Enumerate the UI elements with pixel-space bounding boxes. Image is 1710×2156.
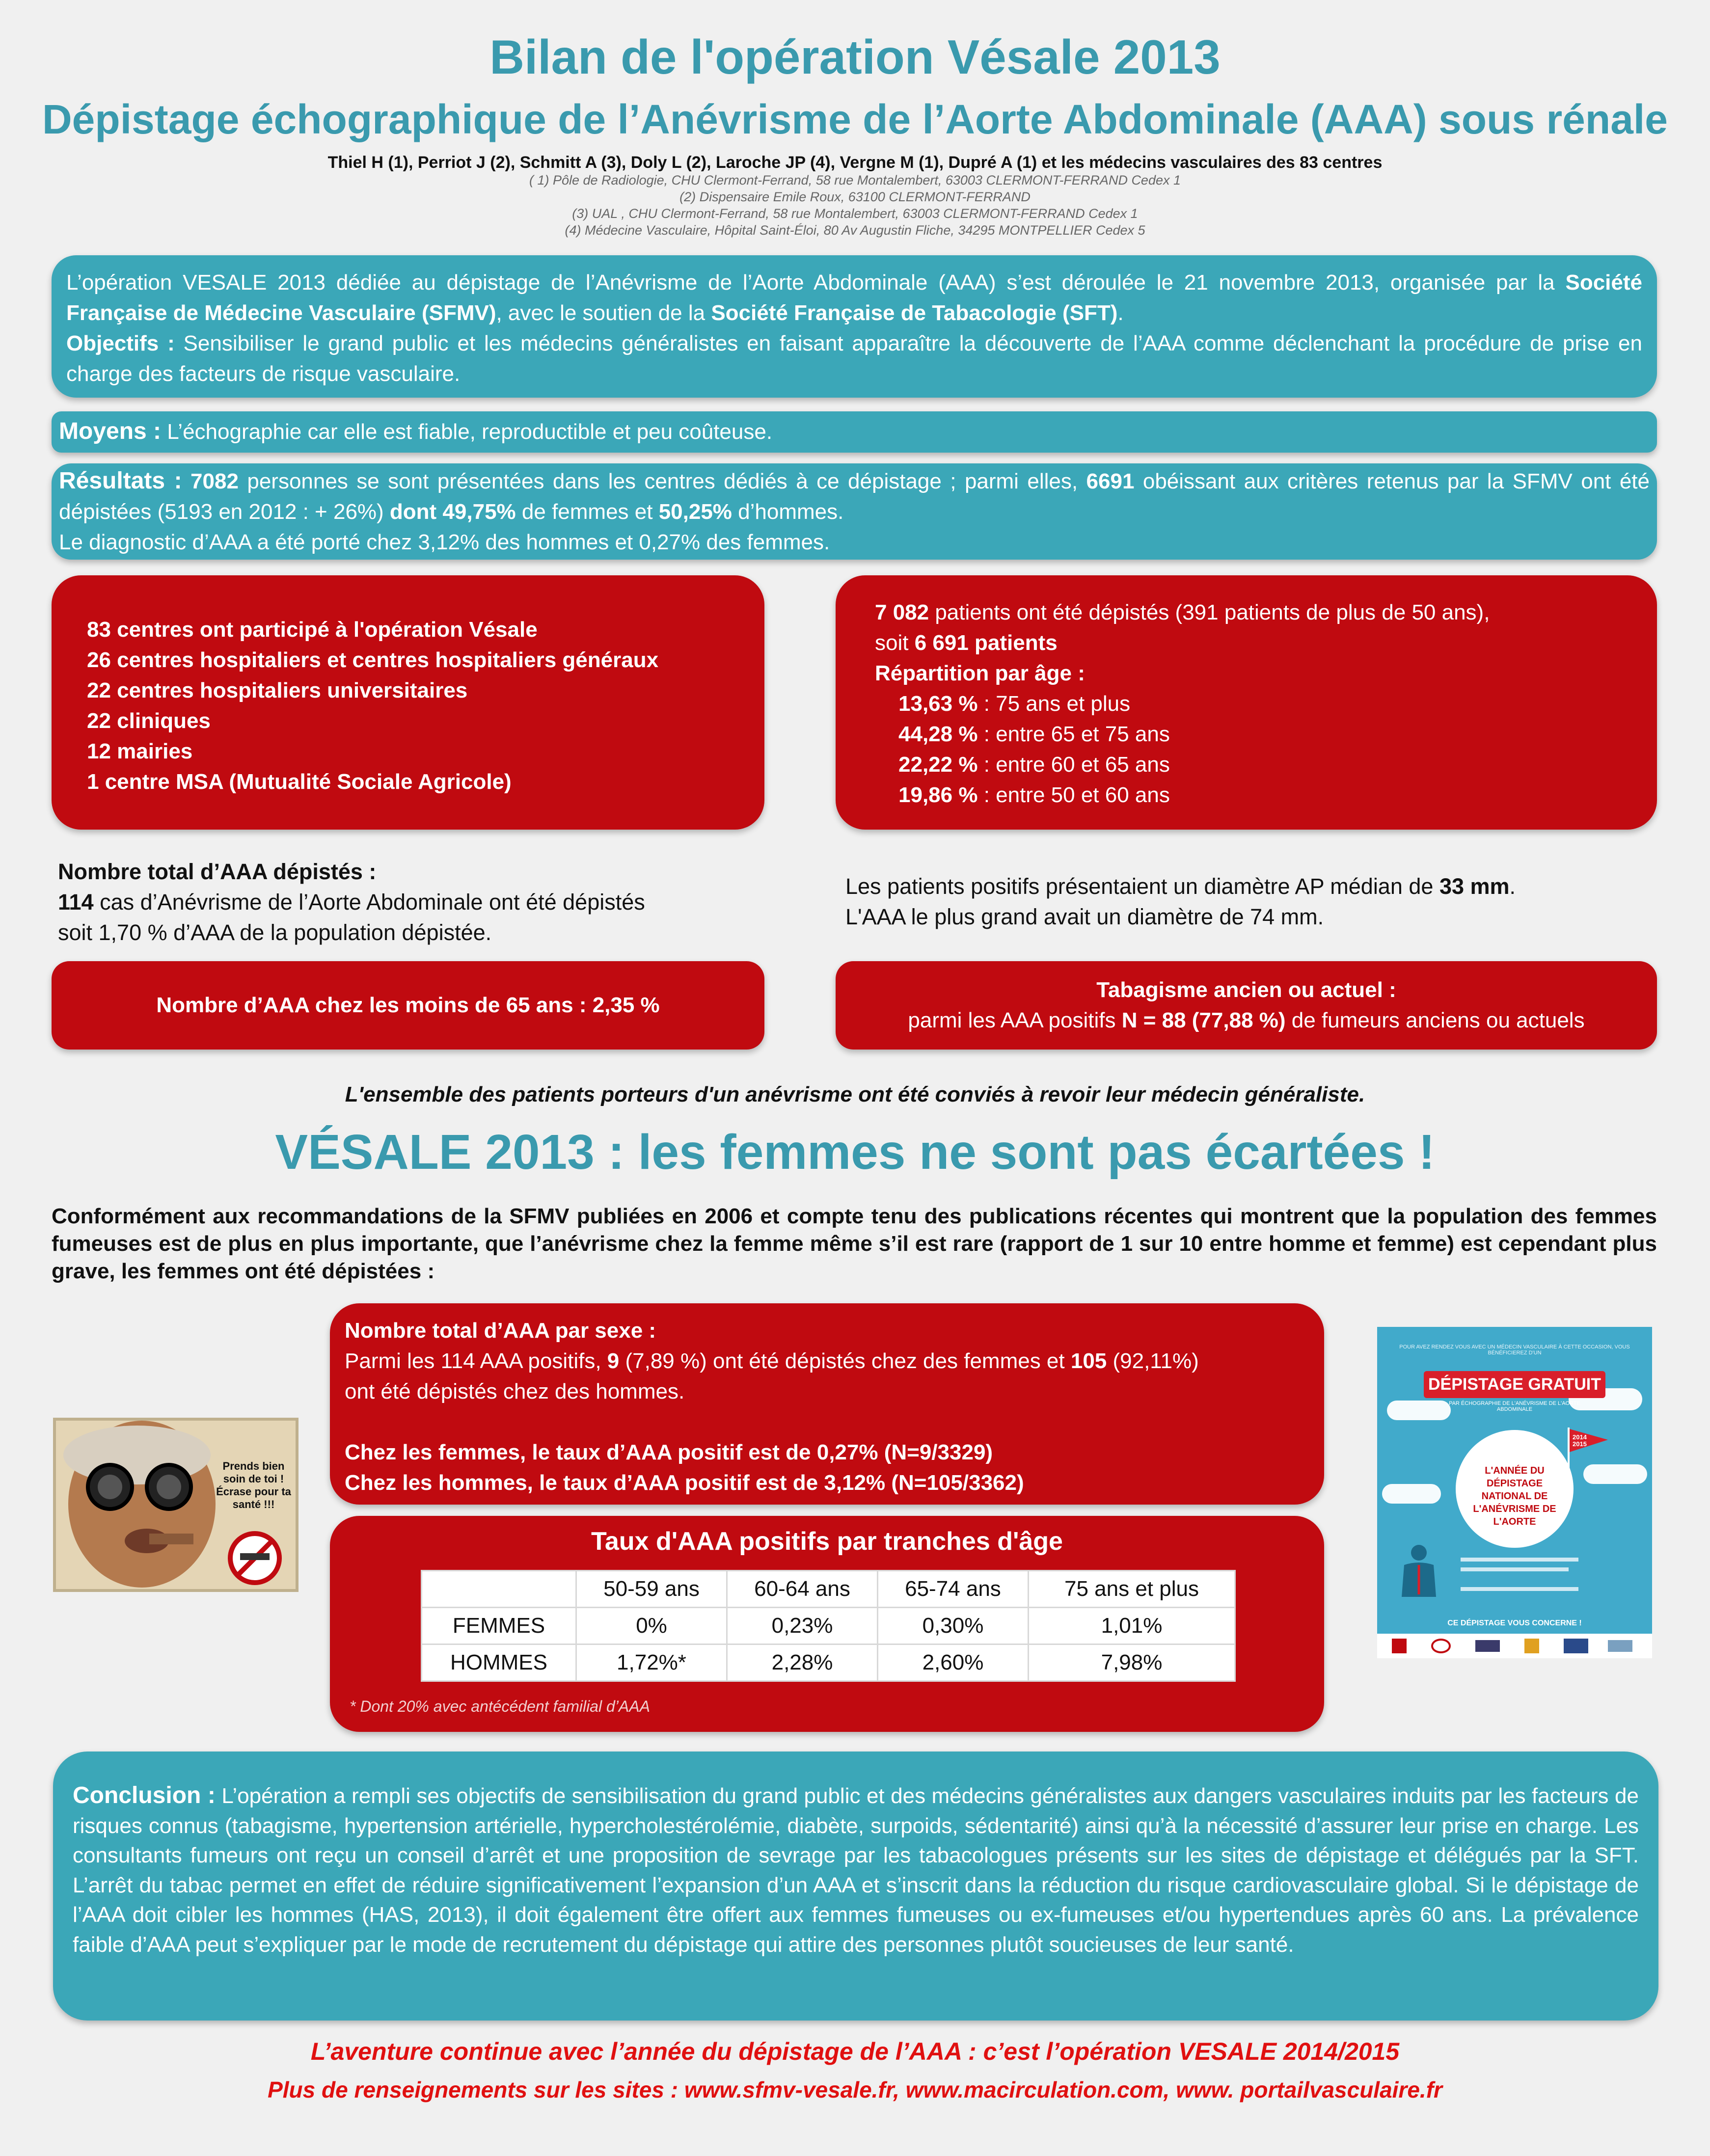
poster-subtitle: Dépistage échographique de l’Anévrisme de l’Aorte Abdominale (AAA) sous rénale: [42, 96, 1668, 142]
poster-circle: L'ANNÉE DU DÉPISTAGE NATIONAL DE L'ANÉVRISME DE L'AORTE: [1456, 1430, 1574, 1548]
poster-flag-text: 2014 2015: [1573, 1433, 1587, 1448]
logo-icon: [1475, 1640, 1500, 1652]
person-icon: [1392, 1543, 1446, 1597]
footer-line-1: L’aventure continue avec l’année du dépistage de l’AAA : c’est l’opération VESALE 2014/2015: [310, 2038, 1400, 2065]
moins65-box: Nombre d’AAA chez les moins de 65 ans : 2,35 %: [52, 961, 764, 1050]
centres-item: 83 centres ont participé à l'opération Vésale: [87, 618, 538, 642]
table-row: HOMMES 1,72%* 2,28% 2,60% 7,98%: [422, 1644, 1235, 1681]
centres-item: 22 centres hospitaliers universitaires: [87, 678, 468, 702]
femmes-intro: Conformément aux recommandations de la SFMV publiées en 2006 et compte tenu des publications récentes qui montrent que la population des femmes fumeuses est de plus en plus importante, que l’anévrisme chez la femme même s’il est rare (rapport de 1 sur 10 entre homme et femme) est cependant plus grave, les femmes ont été dépistées :: [52, 1204, 1657, 1283]
resultats-box: Résultats : 7082 personnes se sont présentées dans les centres dédiés à ce dépistage ; parmi elles, 6691 obéissant aux critères retenus par la SFMV ont été dépistées (5193 en 2012 : + 26%) dont 49,75% de femmes et 50,25% d’hommes. Le diagnostic d’AAA a été porté chez 3,12% des hommes et 0,27% des femmes.: [52, 463, 1657, 560]
poster-badge: DÉPISTAGE GRATUIT: [1424, 1371, 1605, 1398]
affiliation-2: (2) Dispensaire Emile Roux, 63100 CLERMONT-FERRAND: [679, 189, 1031, 204]
logo-icon: [1608, 1640, 1632, 1652]
age-table: [421, 1570, 1236, 1682]
footer-line-2: Plus de renseignements sur les sites : www.sfmv-vesale.fr, www.macirculation.com, www. portailvasculaire.fr: [268, 2077, 1442, 2102]
logo-icon: [1392, 1639, 1407, 1653]
centres-item: 1 centre MSA (Mutualité Sociale Agricole): [87, 770, 512, 794]
moyens-box: Moyens : L’échographie car elle est fiable, reproductible et peu coûteuse.: [52, 411, 1657, 453]
centres-item: 22 cliniques: [87, 709, 211, 733]
patients-box: 7 082 patients ont été dépistés (391 patients de plus de 50 ans), soit 6 691 patients Répartition par âge : 13,63 % : 75 ans et plus 44,28 % : entre 65 et 75 ans 22,22 % : entre 60 et 65 ans 19,86 % : entre 50 et 60 ans: [836, 575, 1657, 830]
sexe-box: Nombre total d’AAA par sexe : Parmi les 114 AAA positifs, 9 (7,89 %) ont été dépistés chez des femmes et 105 (92,11%) ont été dépistés chez des hommes. Chez les femmes, le taux d’AAA positif est de 0,27% (N=9/3329) Chez les hommes, le taux d’AAA positif est de 3,12% (N=105/3362): [330, 1303, 1324, 1505]
smoke-caption: Prends bien soin de toi ! Écrase pour ta santé !!!: [216, 1460, 291, 1510]
repartition-label: Répartition par âge :: [875, 661, 1085, 685]
authors: Thiel H (1), Perriot J (2), Schmitt A (3), Doly L (2), Laroche JP (4), Vergne M (1), Dupré A (1) et les médecins vasculaires des 83 centres: [327, 153, 1383, 172]
vesale-poster-thumbnail: [1377, 1327, 1652, 1658]
table-row: 50-59 ans 60-64 ans 65-74 ans 75 ans et plus: [422, 1571, 1235, 1608]
poster-title: Bilan de l'opération Vésale 2013: [489, 30, 1221, 84]
objectifs-label: Objectifs :: [66, 331, 175, 355]
total-aaa-block: Nombre total d’AAA dépistés : 114 cas d’Anévrisme de l’Aorte Abdominale ont été dépistés soit 1,70 % d’AAA de la population dépistée.: [58, 859, 645, 945]
centres-box: [52, 575, 764, 830]
logo-icon: [1564, 1639, 1588, 1653]
affiliation-1: ( 1) Pôle de Radiologie, CHU Clermont-Ferrand, 58 rue Montalembert, 63003 CLERMONT-FERRAND Cedex 1: [529, 173, 1181, 188]
tabac-box: Tabagisme ancien ou actuel : parmi les AAA positifs N = 88 (77,88 %) de fumeurs anciens ou actuels: [836, 961, 1657, 1050]
smoking-woman-image: [53, 1418, 299, 1592]
diametre-block: Les patients positifs présentaient un diamètre AP médian de 33 mm. L'AAA le plus grand avait un diamètre de 74 mm.: [845, 874, 1516, 929]
poster-top-text: POUR AVEZ RENDEZ VOUS AVEC UN MÉDECIN VASCULAIRE À CETTE OCCASION, VOUS BÉNÉFICIEREZ D'UN: [1399, 1344, 1630, 1356]
logo-icon: [1524, 1639, 1539, 1653]
table-footnote: * Dont 20% avec antécédent familial d’AAA: [350, 1698, 650, 1715]
logo-icon: [1431, 1639, 1451, 1653]
poster-sub: PAR ÉCHOGRAPHIE DE L'ANÉVRISME DE L'AORTE ABDOMINALE: [1449, 1401, 1580, 1412]
poster-bottom: CE DÉPISTAGE VOUS CONCERNE !: [1447, 1619, 1582, 1627]
ensemble-note: L'ensemble des patients porteurs d'un anévrisme ont été conviés à revoir leur médecin généraliste.: [345, 1082, 1365, 1106]
table-row: FEMMES 0% 0,23% 0,30% 1,01%: [422, 1608, 1235, 1644]
centres-item: 26 centres hospitaliers et centres hospitaliers généraux: [87, 648, 659, 672]
affiliation-3: (3) UAL , CHU Clermont-Ferrand, 58 rue Montalembert, 63003 CLERMONT-FERRAND Cedex 1: [572, 206, 1138, 221]
conclusion-box: Conclusion : L’opération a rempli ses objectifs de sensibilisation du grand public et des médecins généralistes aux dangers vasculaires induits par les facteurs de risques connus (tabagisme, hypertension artérielle, hypercholestérolémie, diabète, surpoids, sédentarité) ainsi qu’à la nécessité d’assurer leur prise en charge. Les consultants fumeurs ont reçu un conseil d’arrêt et une proposition de sevrage par les tabacologues présents sur les sites de dépistage et délégués par la SFT. L’arrêt du tabac permet en effet de réduire significativement l’expansion d’un AAA et s’inscrit dans la réduction du risque cardiovasculaire global. Si le dépistage de l’AAA doit cibler les hommes (HAS, 2013), il doit également être offert aux femmes fumeuses ou ex-fumeuses et/ou hypertendues après 60 ans. La prévalence faible d’AAA peut s’expliquer par le mode de recrutement du dépistage qui attire des personnes plutôt soucieuses de leur santé.: [53, 1752, 1658, 2021]
age-table-box: [330, 1516, 1324, 1732]
age-table-title: Taux d'AAA positifs par tranches d'âge: [591, 1527, 1063, 1556]
centres-item: 12 mairies: [87, 739, 193, 763]
intro-box: L’opération VESALE 2013 dédiée au dépistage de l’Anévrisme de l’Aorte Abdominale (AAA) s’est déroulée le 21 novembre 2013, organisée par la Société Française de Médecine Vasculaire (SFMV), avec le soutien de la Société Française de Tabacologie (SFT). Objectifs : Sensibiliser le grand public et les médecins généralistes en faisant apparaître la découverte de l’AAA comme déclenchant la procédure de prise en charge des facteurs de risque vasculaire.: [52, 255, 1657, 398]
affiliation-4: (4) Médecine Vasculaire, Hôpital Saint-Éloi, 80 Av Augustin Fliche, 34295 MONTPELLIER Cedex 5: [565, 223, 1145, 238]
femmes-title: VÉSALE 2013 : les femmes ne sont pas écartées !: [275, 1125, 1435, 1180]
